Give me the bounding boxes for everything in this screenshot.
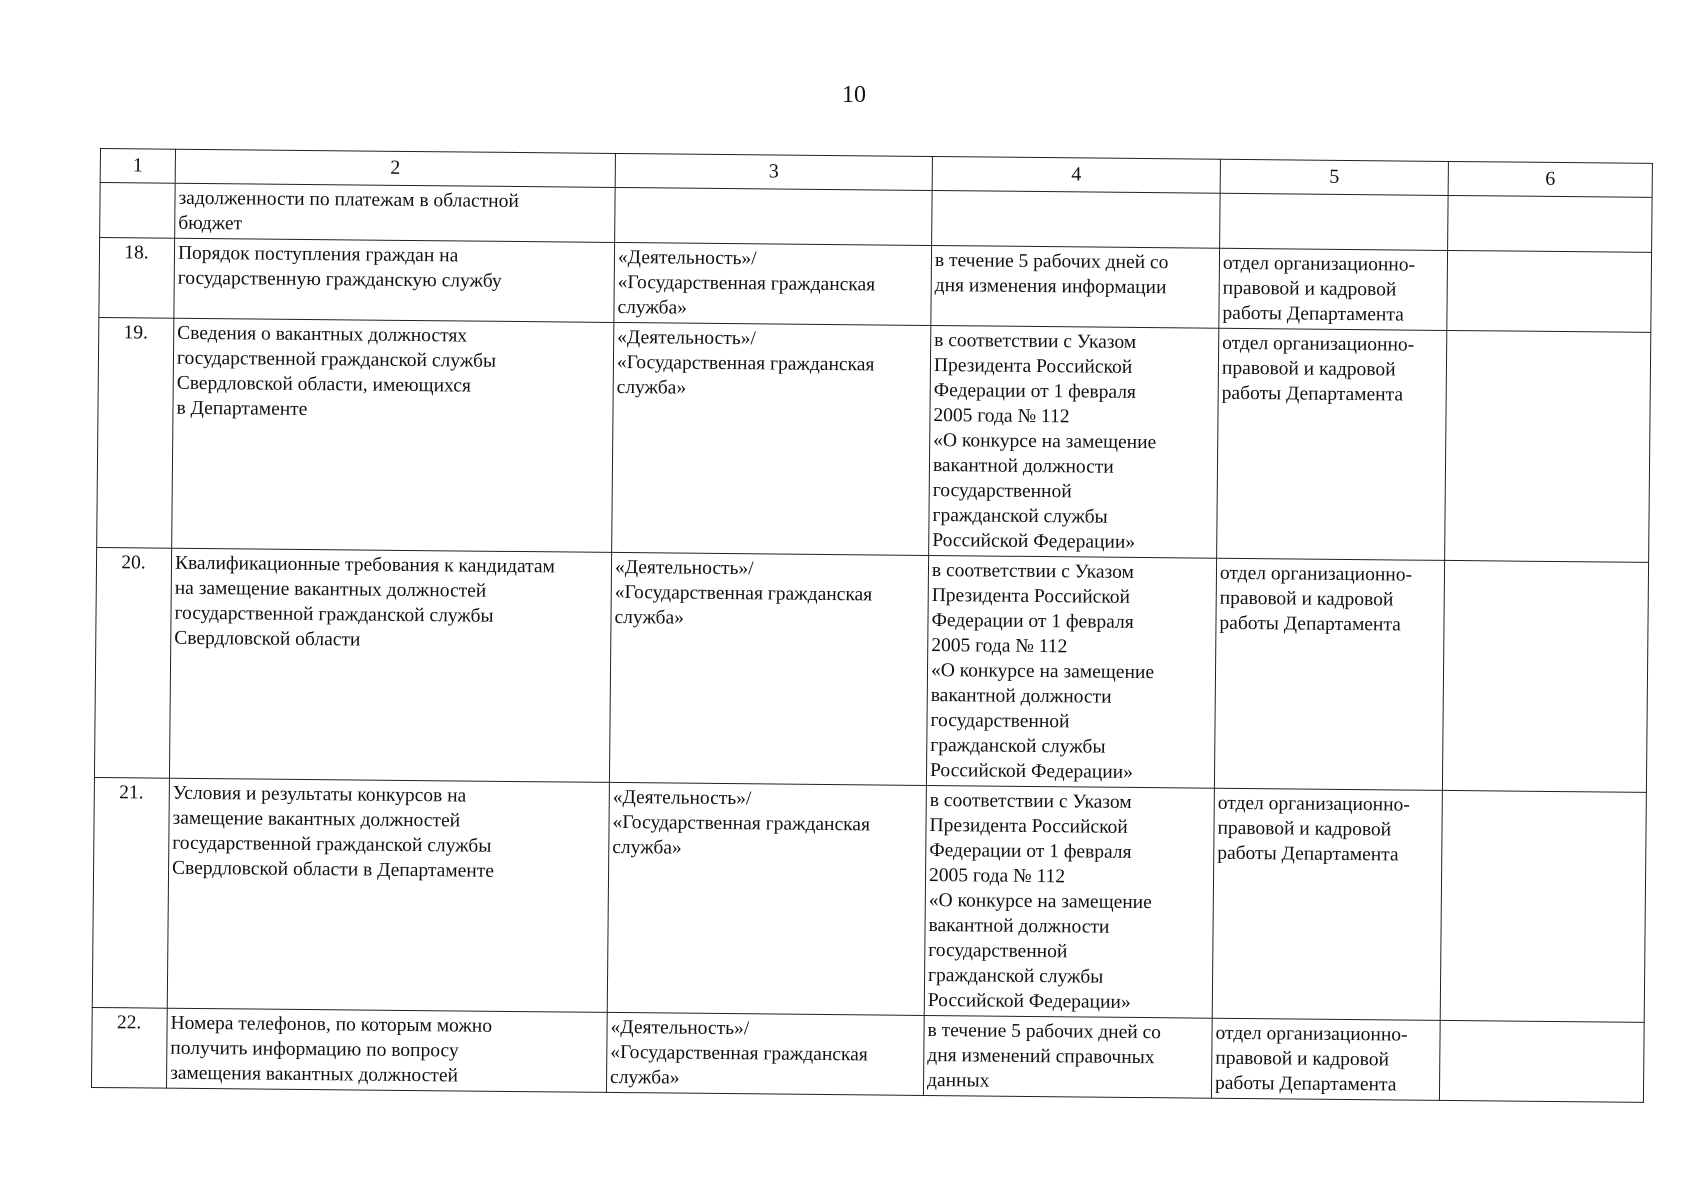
responsible-cell: отдел организационно- правовой и кадровой работы Департамента	[1217, 328, 1447, 560]
deadline-cell: в течение 5 рабочих дней со дня изменения информации	[931, 245, 1220, 328]
note-cell	[1440, 790, 1646, 1022]
responsible-cell: отдел организационно- правовой и кадровой работы Департамента	[1219, 248, 1448, 330]
row-number-cell: 19.	[97, 317, 174, 548]
column-header-4: 4	[932, 156, 1220, 193]
name-cell: Квалификационные требования к кандидатам на замещение вакантных должностей государственной гражданской службы Свердловской области	[169, 548, 611, 782]
name-cell: задолженности по платежам в областной бюджет	[175, 183, 616, 242]
section-cell: «Деятельность»/ «Государственная гражданская служба»	[612, 322, 931, 555]
note-cell	[1448, 195, 1653, 252]
column-header-3: 3	[615, 153, 932, 190]
section-cell: «Деятельность»/ «Государственная гражданская служба»	[607, 782, 926, 1015]
row-number-cell: 22.	[91, 1007, 167, 1088]
deadline-cell: в соответствии с Указом Президента Российской Федерации от 1 февраля 2005 года № 112 «О конкурсе на замещение вакантной должности государственной гражданской службы Российской Федерации»	[926, 555, 1216, 788]
deadline-cell: в соответствии с Указом Президента Российской Федерации от 1 февраля 2005 года № 112 «О конкурсе на замещение вакантной должности государственной гражданской службы Российской Федерации»	[929, 325, 1219, 558]
name-cell: Порядок поступления граждан на государственную гражданскую службу	[174, 238, 615, 322]
page-number: 10	[842, 82, 866, 108]
deadline-cell: в течение 5 рабочих дней со дня изменений справочных данных	[923, 1015, 1212, 1098]
responsible-cell	[1220, 193, 1449, 250]
row-number-cell: 18.	[99, 238, 175, 319]
table-row-18	[99, 238, 1652, 333]
note-cell	[1445, 330, 1651, 562]
column-header-2: 2	[175, 149, 615, 187]
responsible-cell: отдел организационно- правовой и кадровой работы Департамента	[1214, 558, 1444, 790]
deadline-cell	[932, 190, 1221, 248]
column-header-1: 1	[100, 149, 175, 184]
note-cell	[1439, 1020, 1644, 1102]
note-cell	[1442, 560, 1648, 792]
responsible-cell: отдел организационно- правовой и кадровой работы Департамента	[1211, 1018, 1440, 1100]
note-cell	[1447, 250, 1652, 332]
section-cell	[615, 187, 933, 245]
row-number-cell: 20.	[94, 547, 171, 778]
section-cell: «Деятельность»/ «Государственная гражданская служба»	[606, 1012, 924, 1095]
row-number-cell: 21.	[92, 777, 169, 1008]
section-cell: «Деятельность»/ «Государственная гражданская служба»	[609, 552, 928, 785]
table-row-19	[97, 317, 1651, 562]
column-header-6: 6	[1448, 161, 1652, 197]
name-cell: Сведения о вакантных должностях государственной гражданской службы Свердловской области, имеющихся в Департаменте	[172, 318, 614, 552]
table-row-20	[94, 547, 1648, 792]
name-cell: Условия и результаты конкурсов на замещение вакантных должностей государственной гражданской службы Свердловской области в Департаменте	[167, 778, 609, 1012]
table-row-22	[91, 1007, 1644, 1102]
name-cell: Номера телефонов, по которым можно получить информацию по вопросу замещения вакантных должностей	[166, 1008, 607, 1092]
section-cell: «Деятельность»/ «Государственная гражданская служба»	[614, 242, 932, 325]
deadline-cell: в соответствии с Указом Президента Российской Федерации от 1 февраля 2005 года № 112 «О конкурсе на замещение вакантной должности государственной гражданской службы Российской Федерации»	[924, 785, 1214, 1018]
column-header-5: 5	[1220, 159, 1448, 195]
information-table	[91, 148, 1653, 1103]
table-row-21	[92, 777, 1646, 1022]
responsible-cell: отдел организационно- правовой и кадровой работы Департамента	[1212, 788, 1442, 1020]
row-number-cell	[100, 183, 176, 239]
